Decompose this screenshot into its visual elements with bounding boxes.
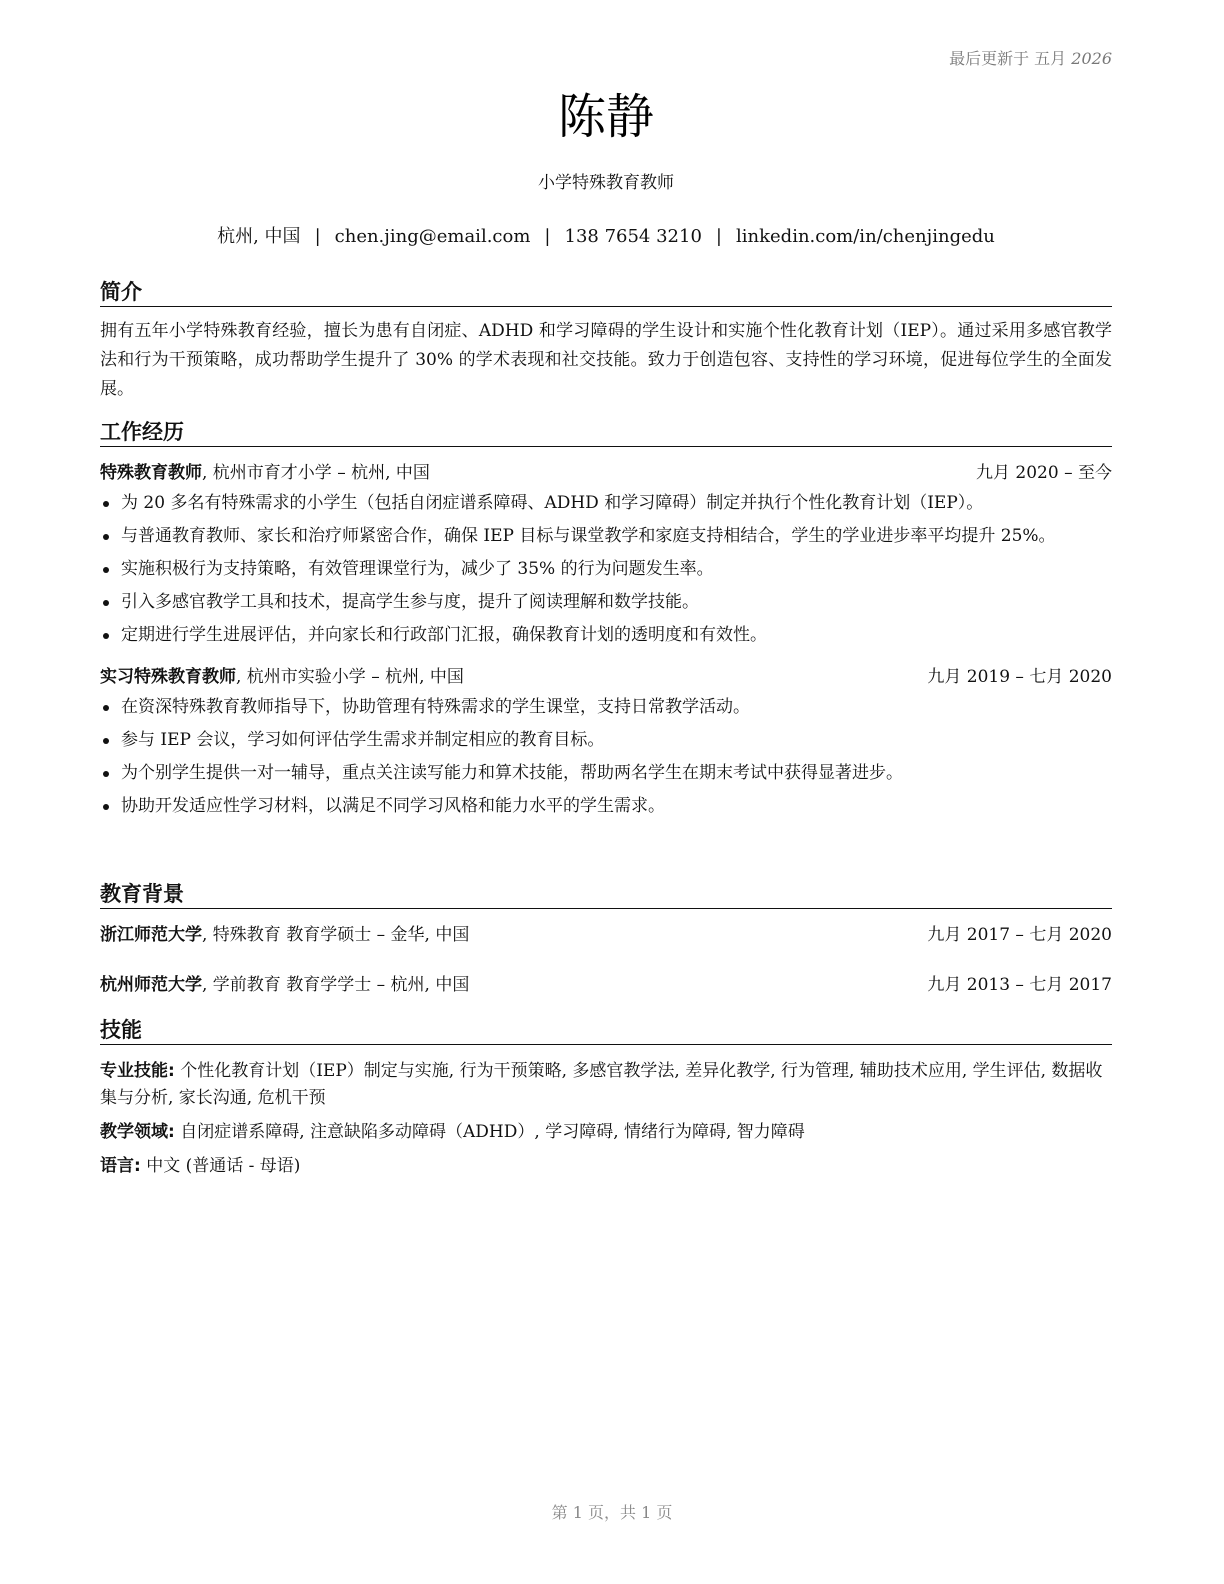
job-position: 实习特殊教育教师 [100, 667, 236, 687]
education-school: 杭州师范大学 [100, 975, 202, 995]
education-dates: 九月 2013 – 七月 2017 [927, 975, 1112, 995]
job-bullet: 与普通教育教师、家长和治疗师紧密合作，确保 IEP 目标与课堂教学和家庭支持相结合，学生的学业进步率平均提升 25%。 [100, 523, 1112, 550]
job-entry [100, 663, 1112, 820]
skill-line [100, 1058, 1112, 1112]
skill-text: 个性化教育计划（IEP）制定与实施, 行为干预策略, 多感官教学法, 差异化教学, 行为管理, 辅助技术应用, 学生评估, 数据收集与分析, 家长沟通, 危机干预 [100, 1061, 1103, 1108]
job-bullet: 为个别学生提供一对一辅导，重点关注读写能力和算术技能，帮助两名学生在期末考试中获得显著进步。 [100, 760, 1112, 787]
skill-text: 中文 (普通话 - 母语) [140, 1156, 301, 1176]
updated-label: 最后更新于 五月 [949, 49, 1067, 68]
education-school-detail [100, 971, 469, 1000]
contact-separator: | [715, 226, 722, 247]
section-title-skills: 技能 [100, 1016, 1112, 1045]
job-entry [100, 459, 1112, 649]
job-bullet: 定期进行学生进展评估，并向家长和行政部门汇报，确保教育计划的透明度和有效性。 [100, 622, 1112, 649]
experience-section [100, 418, 1112, 826]
education-school: 浙江师范大学 [100, 925, 202, 945]
job-bullet: 在资深特殊教育教师指导下，协助管理有特殊需求的学生课堂，支持日常教学活动。 [100, 694, 1112, 721]
job-dates: 九月 2019 – 七月 2020 [927, 667, 1112, 687]
resume-page [100, 0, 1112, 1584]
education-section [100, 880, 1112, 1000]
updated-year: 2026 [1071, 49, 1112, 68]
contact-location: 杭州, 中国 [217, 226, 301, 247]
skill-text: 自闭症谱系障碍, 注意缺陷多动障碍（ADHD）, 学习障碍, 情绪行为障碍, 智力障碍 [174, 1122, 805, 1142]
candidate-name: 陈静 [557, 89, 654, 145]
education-detail: , 特殊教育 教育学硕士 – 金华, 中国 [202, 925, 470, 945]
job-org: , 杭州市育才小学 – 杭州, 中国 [202, 463, 430, 483]
skills-list [100, 1058, 1112, 1180]
candidate-role: 小学特殊教育教师 [538, 173, 674, 193]
job-bullet: 为 20 多名有特殊需求的小学生（包括自闭症谱系障碍、ADHD 和学习障碍）制定并执行个性化教育计划（IEP）。 [100, 490, 1112, 517]
section-title-summary: 简介 [100, 278, 1112, 307]
education-school-detail [100, 921, 469, 950]
page-footer: 第 1 页，共 1 页 [551, 1503, 673, 1522]
education-dates: 九月 2017 – 七月 2020 [927, 925, 1112, 945]
skill-label: 专业技能: [100, 1061, 175, 1081]
education-entry [100, 971, 1112, 1000]
summary-section [100, 278, 1112, 404]
summary-text: 拥有五年小学特殊教育经验，擅长为患有自闭症、ADHD 和学习障碍的学生设计和实施个性化教育计划（IEP）。通过采用多感官教学法和行为干预策略，成功帮助学生提升了 30% 的学术表现和社交技能。致力于创造包容、支持性的学习环境，促进每位学生的全面发展。 [100, 321, 1112, 399]
job-org: , 杭州市实验小学 – 杭州, 中国 [236, 667, 464, 687]
contact-email[interactable]: chen.jing@email.com [334, 226, 531, 247]
job-header [100, 663, 1112, 692]
job-bullets [100, 694, 1112, 820]
last-updated [949, 46, 1112, 69]
job-title-org [100, 663, 464, 692]
job-bullets [100, 490, 1112, 649]
contact-phone: 138 7654 3210 [564, 226, 702, 247]
job-bullet: 协助开发适应性学习材料，以满足不同学习风格和能力水平的学生需求。 [100, 793, 1112, 820]
job-title-org [100, 459, 430, 488]
job-position: 特殊教育教师 [100, 463, 202, 483]
job-bullet: 参与 IEP 会议，学习如何评估学生需求并制定相应的教育目标。 [100, 727, 1112, 754]
education-entry [100, 921, 1112, 950]
contact-line [100, 224, 1112, 250]
skills-section [100, 1016, 1112, 1187]
job-bullet: 实施积极行为支持策略，有效管理课堂行为，减少了 35% 的行为问题发生率。 [100, 556, 1112, 583]
job-header [100, 459, 1112, 488]
contact-separator: | [314, 226, 321, 247]
skill-line [100, 1153, 1112, 1180]
job-dates: 九月 2020 – 至今 [976, 463, 1112, 483]
section-title-experience: 工作经历 [100, 418, 1112, 447]
education-detail: , 学前教育 教育学学士 – 杭州, 中国 [202, 975, 470, 995]
contact-separator: | [544, 226, 551, 247]
contact-linkedin[interactable]: linkedin.com/in/chenjingedu [736, 226, 995, 247]
skill-line [100, 1119, 1112, 1146]
section-title-education: 教育背景 [100, 880, 1112, 909]
job-bullet: 引入多感官教学工具和技术，提高学生参与度，提升了阅读理解和数学技能。 [100, 589, 1112, 616]
skill-label: 教学领域: [100, 1122, 175, 1142]
skill-label: 语言: [100, 1156, 141, 1176]
